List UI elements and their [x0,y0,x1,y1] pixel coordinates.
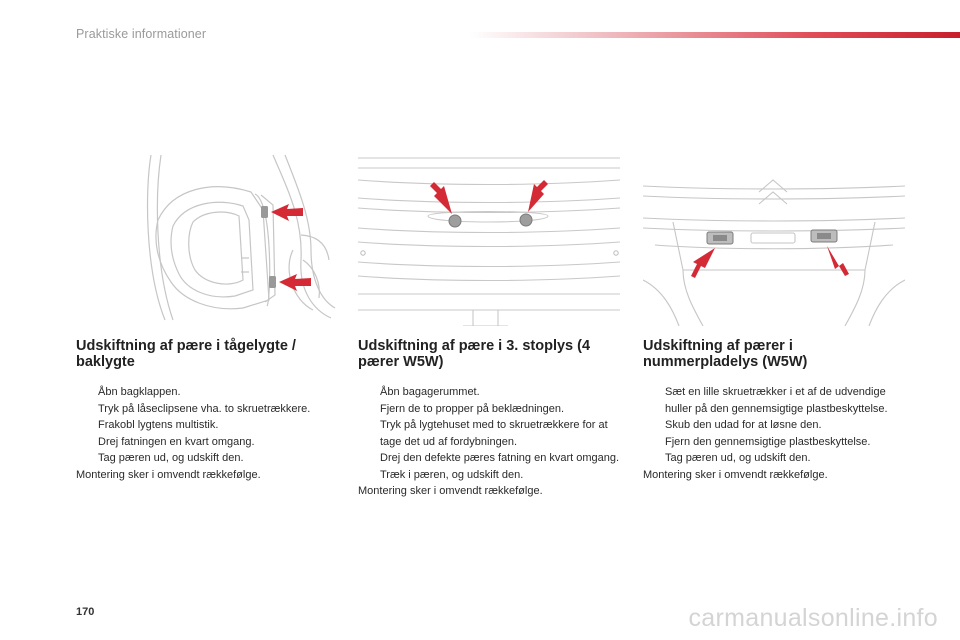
list-item: Drej fatningen en kvart omgang. [98,435,255,448]
list-item: Tag pæren ud, og udskift den. [665,452,811,464]
figure-third-brake-light [358,150,621,326]
assembly-note: Montering sker i omvendt rækkefølge. [643,468,828,481]
list-item: Tryk på lygtehuset med to skruetrækkere for at tage det ud af fordybningen. [380,419,608,448]
section-title: Udskiftning af pærer i nummerpladelys (W5W) [643,338,808,370]
steps-list [358,384,623,483]
section-fog-reversing-lamp [76,338,346,483]
assembly-note: Montering sker i omvendt rækkefølge. [76,468,261,481]
header-accent-bar [470,32,960,38]
steps-list [76,384,346,467]
page-header-title: Praktiske informationer [76,27,207,41]
figure-fog-reversing-lamp [143,150,336,326]
list-item: Træk i pæren, og udskift den. [380,468,524,481]
assembly-note: Montering sker i omvendt rækkefølge. [358,485,543,497]
list-item: Skub den udad for at løsne den. [665,419,822,431]
list-item: Tag pæren ud, og udskift den. [98,452,244,464]
section-third-brake-light [358,338,623,500]
section-title: Udskiftning af pære i 3. stoplys (4 pærer W5W) [358,338,591,370]
figure-number-plate-lights [643,150,905,326]
list-item: Frakobl lygtens multistik. [98,419,219,431]
list-item: Åbn bagklappen. [98,386,181,398]
watermark: carmanualsonline.info [688,604,938,632]
list-item: Åbn bagagerummet. [380,386,480,398]
page-number: 170 [76,606,95,618]
steps-list [643,384,913,467]
list-item: Fjern de to propper på beklædningen. [380,402,565,415]
section-number-plate-lights [643,338,913,483]
list-item: Drej den defekte pæres fatning en kvart omgang. [380,452,620,464]
list-item: Tryk på låseclipsene vha. to skruetrækkere. [98,402,311,415]
section-title: Udskiftning af pære i tågelygte / baklygte [76,338,296,370]
list-item: Fjern den gennemsigtige plastbeskyttelse. [665,435,871,448]
list-item: Sæt en lille skruetrækker i et af de udvendige huller på den gennemsigtige plastbeskyttelse. [665,386,888,415]
